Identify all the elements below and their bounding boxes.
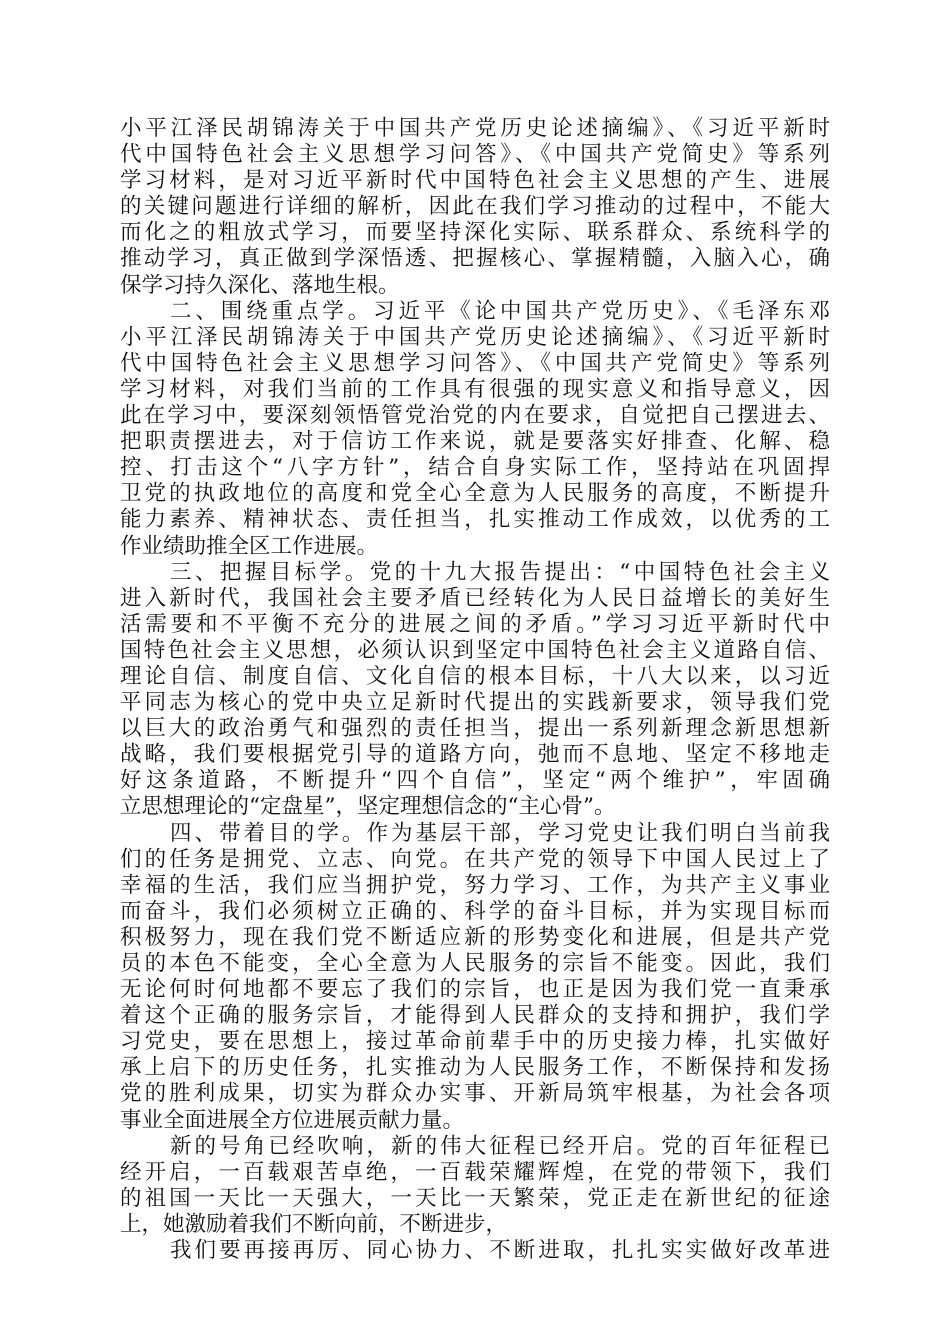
- text-line: 经开启，一百载艰苦卓绝，一百载荣耀辉煌，在党的带领下，我们: [120, 1159, 830, 1185]
- text-line: 上，她激励着我们不断向前，不断进步，: [120, 1211, 508, 1237]
- text-line: 卫党的执政地位的高度和党全心全意为人民服务的高度，不断提升: [120, 481, 830, 507]
- text-line: 的关键问题进行详细的解析，因此在我们学习推动的过程中，不能大: [120, 194, 830, 220]
- text-line: 幸福的生活，我们应当拥护党，努力学习、工作，为共产主义事业: [120, 872, 830, 898]
- text-line: 推动学习，真正做到学深悟透、把握核心、掌握精髓，入脑入心，确: [120, 246, 830, 272]
- text-line: 国特色社会主义思想，必须认识到坚定中国特色社会主义道路自信、: [120, 637, 830, 663]
- text-line: 战略，我们要根据党引导的道路方向，弛而不息地、坚定不移地走: [120, 742, 830, 768]
- text-line: 能力素养、精神状态、责任担当，扎实推动工作成效，以优秀的工: [120, 507, 830, 533]
- text-line: 立思想理论的“定盘星”，坚定理想信念的“主心骨”。: [120, 794, 616, 820]
- text-line: 们的任务是拥党、立志、向党。在共产党的领导下中国人民过上了: [120, 846, 830, 872]
- text-line: 事业全面进展全方位进展贡献力量。: [120, 1107, 465, 1133]
- text-line: 把职责摆进去，对于信访工作来说，就是要落实好排查、化解、稳: [120, 429, 830, 455]
- text-line: 而化之的粗放式学习，而要坚持深化实际、联系群众、系统科学的: [120, 220, 830, 246]
- paragraph-first-line: 二、围绕重点学。习近平《论中国共产党历史》、《毛泽东邓: [170, 298, 830, 324]
- text-line: 以巨大的政治勇气和强烈的责任担当，提出一系列新理念新思想新: [120, 716, 830, 742]
- paragraph-first-line: 三、把握目标学。党的十九大报告提出：“中国特色社会主义: [170, 559, 830, 585]
- text-line: 习党史，要在思想上，接过革命前辈手中的历史接力棒，扎实做好: [120, 1029, 830, 1055]
- paragraph-first-line: 新的号角已经吹响，新的伟大征程已经开启。党的百年征程已: [170, 1133, 830, 1159]
- document-body: [120, 116, 830, 1264]
- text-line: 平同志为核心的党中央立足新时代提出的实践新要求，领导我们党: [120, 690, 830, 716]
- text-line: 理论自信、制度自信、文化自信的根本目标，十八大以来，以习近: [120, 663, 830, 689]
- text-line: 的祖国一天比一天强大，一天比一天繁荣，党正走在新世纪的征途: [120, 1185, 830, 1211]
- text-line: 承上启下的历史任务，扎实推动为人民服务工作，不断保持和发扬: [120, 1055, 830, 1081]
- text-line: 而奋斗，我们必须树立正确的、科学的奋斗目标，并为实现目标而: [120, 898, 830, 924]
- text-line: 好这条道路，不断提升“四个自信”，坚定“两个维护”，牢固确: [120, 768, 830, 794]
- text-line: 小平江泽民胡锦涛关于中国共产党历史论述摘编》、《习近平新时: [120, 116, 830, 141]
- text-line: 小平江泽民胡锦涛关于中国共产党历史论述摘编》、《习近平新时: [120, 324, 830, 350]
- text-line: 作业绩助推全区工作进展。: [120, 533, 379, 559]
- text-line: 学习材料，是对习近平新时代中国特色社会主义思想的产生、进展: [120, 168, 830, 194]
- text-line: 党的胜利成果，切实为群众办实事、开新局筑牢根基，为社会各项: [120, 1081, 830, 1107]
- text-line: 代中国特色社会主义思想学习问答》、《中国共产党简史》等系列: [120, 350, 830, 376]
- text-line: 保学习持久深化、落地生根。: [120, 272, 400, 298]
- text-line: 控、打击这个“八字方针”，结合自身实际工作，坚持站在巩固捍: [120, 455, 830, 481]
- paragraph-first-line: 我们要再接再厉、同心协力、不断进取，扎扎实实做好改革进: [170, 1238, 830, 1264]
- text-line: 员的本色不能变，全心全意为人民服务的宗旨不能变。因此，我们: [120, 951, 830, 976]
- text-line: 着这个正确的服务宗旨，才能得到人民群众的支持和拥护，我们学: [120, 1003, 830, 1029]
- text-line: 学习材料，对我们当前的工作具有很强的现实意义和指导意义，因: [120, 376, 830, 402]
- text-line: 活需要和不平衡不充分的进展之间的矛盾。”学习习近平新时代中: [120, 611, 830, 637]
- text-line: 积极努力，现在我们党不断适应新的形势变化和进展，但是共产党: [120, 924, 830, 950]
- text-line: 代中国特色社会主义思想学习问答》、《中国共产党简史》等系列: [120, 142, 830, 168]
- text-line: 此在学习中，要深刻领悟管党治党的内在要求，自觉把自己摆进去、: [120, 403, 830, 429]
- text-line: 无论何时何地都不要忘了我们的宗旨，也正是因为我们党一直秉承: [120, 977, 830, 1003]
- paragraph-first-line: 四、带着目的学。作为基层干部，学习党史让我们明白当前我: [170, 820, 830, 846]
- text-line: 进入新时代，我国社会主要矛盾已经转化为人民日益增长的美好生: [120, 585, 830, 611]
